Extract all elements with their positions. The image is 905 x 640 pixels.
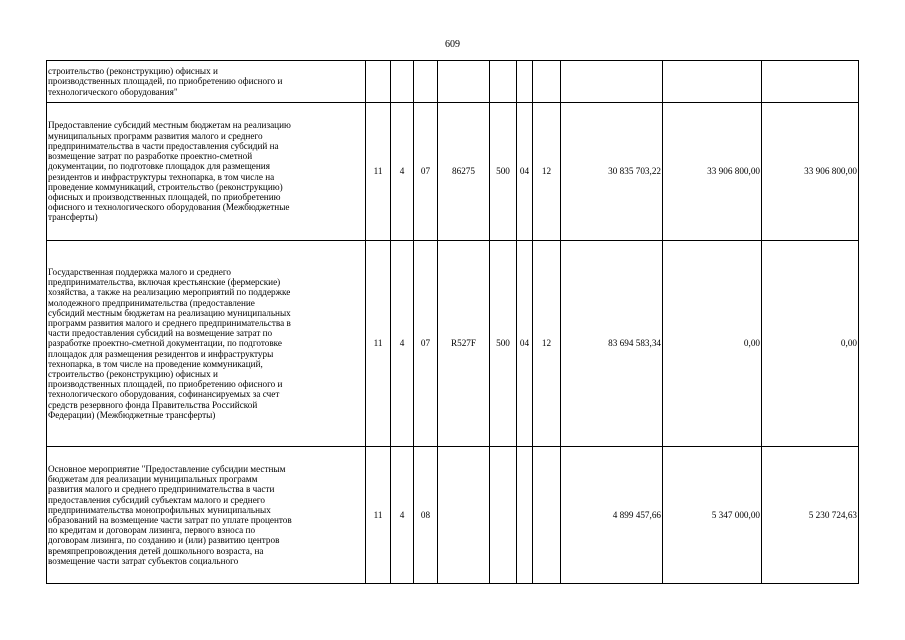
subprogram-code-cell: 4 [391, 447, 414, 584]
amount-year1-cell: 30 835 703,22 [561, 103, 663, 241]
direction-code-cell: R527F [438, 241, 490, 447]
row-description: строительство (реконструкцию) офисных и производственных площадей, по приобретению офисного и технологического оборудования" [47, 61, 366, 103]
section-cell [517, 61, 533, 103]
amount-year1-cell: 4 899 457,66 [561, 447, 663, 584]
subsection-cell [533, 447, 561, 584]
subsection-cell: 12 [533, 103, 561, 241]
amount-year3-cell: 0,00 [762, 241, 859, 447]
amount-year2-cell: 5 347 000,00 [663, 447, 762, 584]
program-code-cell: 11 [366, 447, 391, 584]
page-number: 609 [445, 39, 460, 50]
direction-code-cell: 86275 [438, 103, 490, 241]
event-code-cell: 07 [414, 103, 438, 241]
table-row [47, 103, 859, 241]
budget-table [46, 60, 859, 584]
amount-year2-cell: 0,00 [663, 241, 762, 447]
event-code-cell: 07 [414, 241, 438, 447]
amount-year3-cell: 5 230 724,63 [762, 447, 859, 584]
subprogram-code-cell [391, 61, 414, 103]
amount-year3-cell [762, 61, 859, 103]
direction-code-cell [438, 447, 490, 584]
subprogram-code-cell: 4 [391, 103, 414, 241]
expense-type-cell [490, 61, 517, 103]
section-cell: 04 [517, 241, 533, 447]
program-code-cell: 11 [366, 103, 391, 241]
table-row [47, 61, 859, 103]
subprogram-code-cell: 4 [391, 241, 414, 447]
table-row [47, 447, 859, 584]
program-code-cell: 11 [366, 241, 391, 447]
row-description: Основное мероприятие "Предоставление субсидии местным бюджетам для реализации муниципальных программ развития малого и среднего предпринимательства в части предоставления субсидий субъектам малого и среднего предпринимательства монопрофильных муниципальных образований на возмещение части затрат по уплате процентов по кредитам и договорам лизинга, первого взноса по договорам лизинга, по созданию и (или) развитию центров времяпрепровождения детей дошкольного возраста, на возмещение части затрат субъектов социального [47, 447, 366, 584]
expense-type-cell: 500 [490, 103, 517, 241]
direction-code-cell [438, 61, 490, 103]
subsection-cell [533, 61, 561, 103]
amount-year1-cell: 83 694 583,34 [561, 241, 663, 447]
table-row [47, 241, 859, 447]
row-description: Государственная поддержка малого и среднего предпринимательства, включая крестьянские (фермерские) хозяйства, а также на реализацию мероприятий по поддержке молодежного предпринимательства (предоставление субсидий местным бюджетам на реализацию муниципальных программ развития малого и среднего предпринимательства в части предоставления субсидий на возмещение затрат по разработке проектно-сметной документации, по подготовке площадок для размещения резидентов и инфраструктуры технопарка, в том числе на проведение коммуникаций, строительство (реконструкцию) офисных и производственных площадей, по приобретению офисного и технологического оборудования, софинансируемых за счет средств резервного фонда Правительства Российской Федерации) (Межбюджетные трансферты) [47, 241, 366, 447]
subsection-cell: 12 [533, 241, 561, 447]
section-cell [517, 447, 533, 584]
expense-type-cell [490, 447, 517, 584]
section-cell: 04 [517, 103, 533, 241]
program-code-cell [366, 61, 391, 103]
amount-year1-cell [561, 61, 663, 103]
amount-year2-cell [663, 61, 762, 103]
event-code-cell [414, 61, 438, 103]
expense-type-cell: 500 [490, 241, 517, 447]
amount-year2-cell: 33 906 800,00 [663, 103, 762, 241]
event-code-cell: 08 [414, 447, 438, 584]
row-description: Предоставление субсидий местным бюджетам на реализацию муниципальных программ развития малого и среднего предпринимательства в части предоставления субсидий на возмещение затрат по разработке проектно-сметной документации, по подготовке площадок для размещения резидентов и инфраструктуры технопарка, в том числе на проведение коммуникаций, строительство (реконструкцию) офисных и производственных площадей, по приобретению офисного и технологического оборудования (Межбюджетные трансферты) [47, 103, 366, 241]
amount-year3-cell: 33 906 800,00 [762, 103, 859, 241]
